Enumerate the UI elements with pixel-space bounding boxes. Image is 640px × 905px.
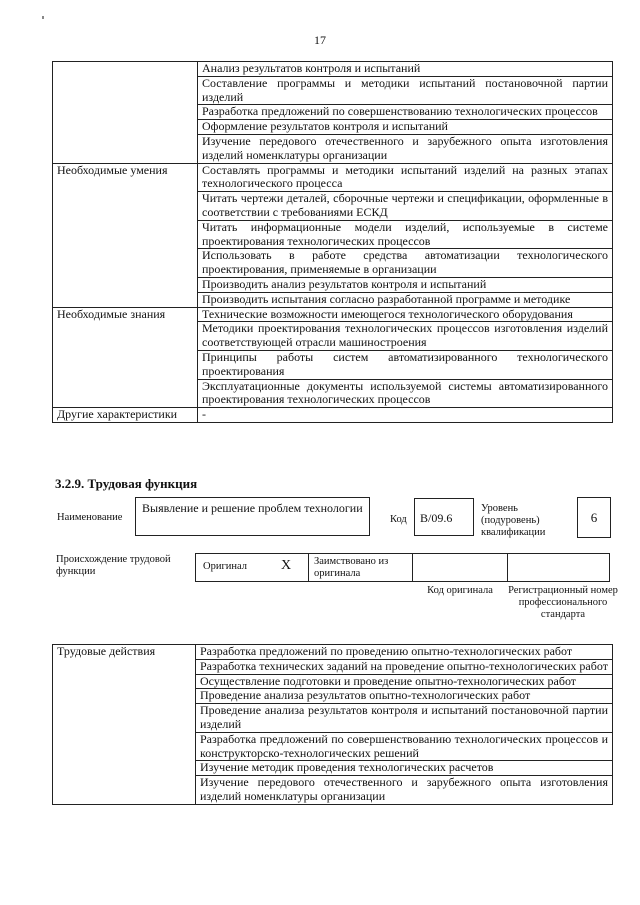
- code-value: В/09.6: [420, 511, 453, 525]
- table-row: [53, 62, 613, 77]
- section-title: 3.2.9. Трудовая функция: [55, 476, 198, 491]
- origin-divider-1: [308, 553, 309, 582]
- code-original-label: Код оригинала: [427, 585, 493, 596]
- row-item: Принципы работы систем автоматизированного технологического проектирования: [198, 350, 613, 379]
- row-item: Изучение передового отечественного и зарубежного опыта изготовления изделий номенклатуры организации: [198, 134, 613, 163]
- code-value-box: [414, 498, 474, 536]
- level-label: Уровень (подуровень) квалификации: [481, 503, 546, 538]
- row-item: Осуществление подготовки и проведение опытно-технологических работ: [196, 674, 613, 689]
- row-group-label: Необходимые знания: [53, 307, 198, 408]
- row-item: Использовать в работе средства автоматизации технологического проектирования, применяемые в организации: [198, 249, 613, 278]
- reg-number-label: Регистрационный номер профессионального стандарта: [508, 585, 618, 620]
- origin-divider-3: [507, 553, 508, 582]
- row-item: Читать информационные модели изделий, используемые в системе проектирования технологических процессов: [198, 220, 613, 249]
- row-item: Технические возможности имеющегося технологического оборудования: [198, 307, 613, 322]
- name-label: Наименование: [57, 512, 123, 523]
- row-item: Изучение методик проведения технологических расчетов: [196, 761, 613, 776]
- page-number: 17: [314, 33, 326, 47]
- row-item: Изучение передового отечественного и зарубежного опыта изготовления изделий номенклатуры организации: [196, 776, 613, 805]
- row-item: Разработка предложений по совершенствованию технологических процессов: [198, 105, 613, 120]
- borrowed-label: Заимствовано из оригинала: [314, 556, 389, 579]
- row-item: Анализ результатов контроля и испытаний: [198, 62, 613, 77]
- table-row: [53, 163, 613, 192]
- origin-divider-2: [412, 553, 413, 582]
- row-item: -: [198, 408, 613, 423]
- original-mark: X: [281, 558, 292, 573]
- row-item: Составлять программы и методики испытаний изделий на разных этапах технологического процесса: [198, 163, 613, 192]
- row-group-label: Необходимые умения: [53, 163, 198, 307]
- row-item: Разработка предложений по проведению опытно-технологических работ: [196, 645, 613, 660]
- competency-table: [52, 61, 613, 423]
- row-item: Проведение анализа результатов контроля и испытаний постановочной партии изделий: [196, 704, 613, 733]
- row-item: Читать чертежи деталей, сборочные чертежи и спецификации, оформленные в соответствии с требованиями ЕСКД: [198, 192, 613, 221]
- table-row: [53, 645, 613, 660]
- row-item: Эксплуатационные документы используемой системы автоматизированного проектирования технологических процессов: [198, 379, 613, 408]
- labor-actions-table: [52, 644, 613, 805]
- origin-label: Происхождение трудовой функции: [56, 554, 171, 577]
- table-row: [53, 307, 613, 322]
- original-label: Оригинал: [203, 561, 247, 572]
- row-group-label: Другие характеристики: [53, 408, 198, 423]
- row-item: Производить испытания согласно разработанной программе и методике: [198, 292, 613, 307]
- row-item: Производить анализ результатов контроля и испытаний: [198, 277, 613, 292]
- row-item: Методики проектирования технологических процессов изготовления изделий соответствующей отрасли машиностроения: [198, 322, 613, 351]
- code-label: Код: [390, 514, 407, 525]
- name-value: Выявление и решение проблем технологии: [142, 501, 363, 515]
- row-item: Проведение анализа результатов опытно-технологических работ: [196, 689, 613, 704]
- row-item: Разработка предложений по совершенствованию технологических процессов и конструкторско-технологических решений: [196, 732, 613, 761]
- row-item: Разработка технических заданий на проведение опытно-технологических работ: [196, 659, 613, 674]
- level-value-box: [577, 497, 611, 538]
- scan-mark: [42, 16, 44, 19]
- row-item: Оформление результатов контроля и испытаний: [198, 120, 613, 135]
- table-row: [53, 408, 613, 423]
- level-value: 6: [590, 510, 598, 525]
- row-group-label: [53, 62, 198, 164]
- row-group-label: Трудовые действия: [53, 645, 196, 805]
- row-item: Составление программы и методики испытаний постановочной партии изделий: [198, 76, 613, 105]
- name-value-box: [135, 497, 370, 536]
